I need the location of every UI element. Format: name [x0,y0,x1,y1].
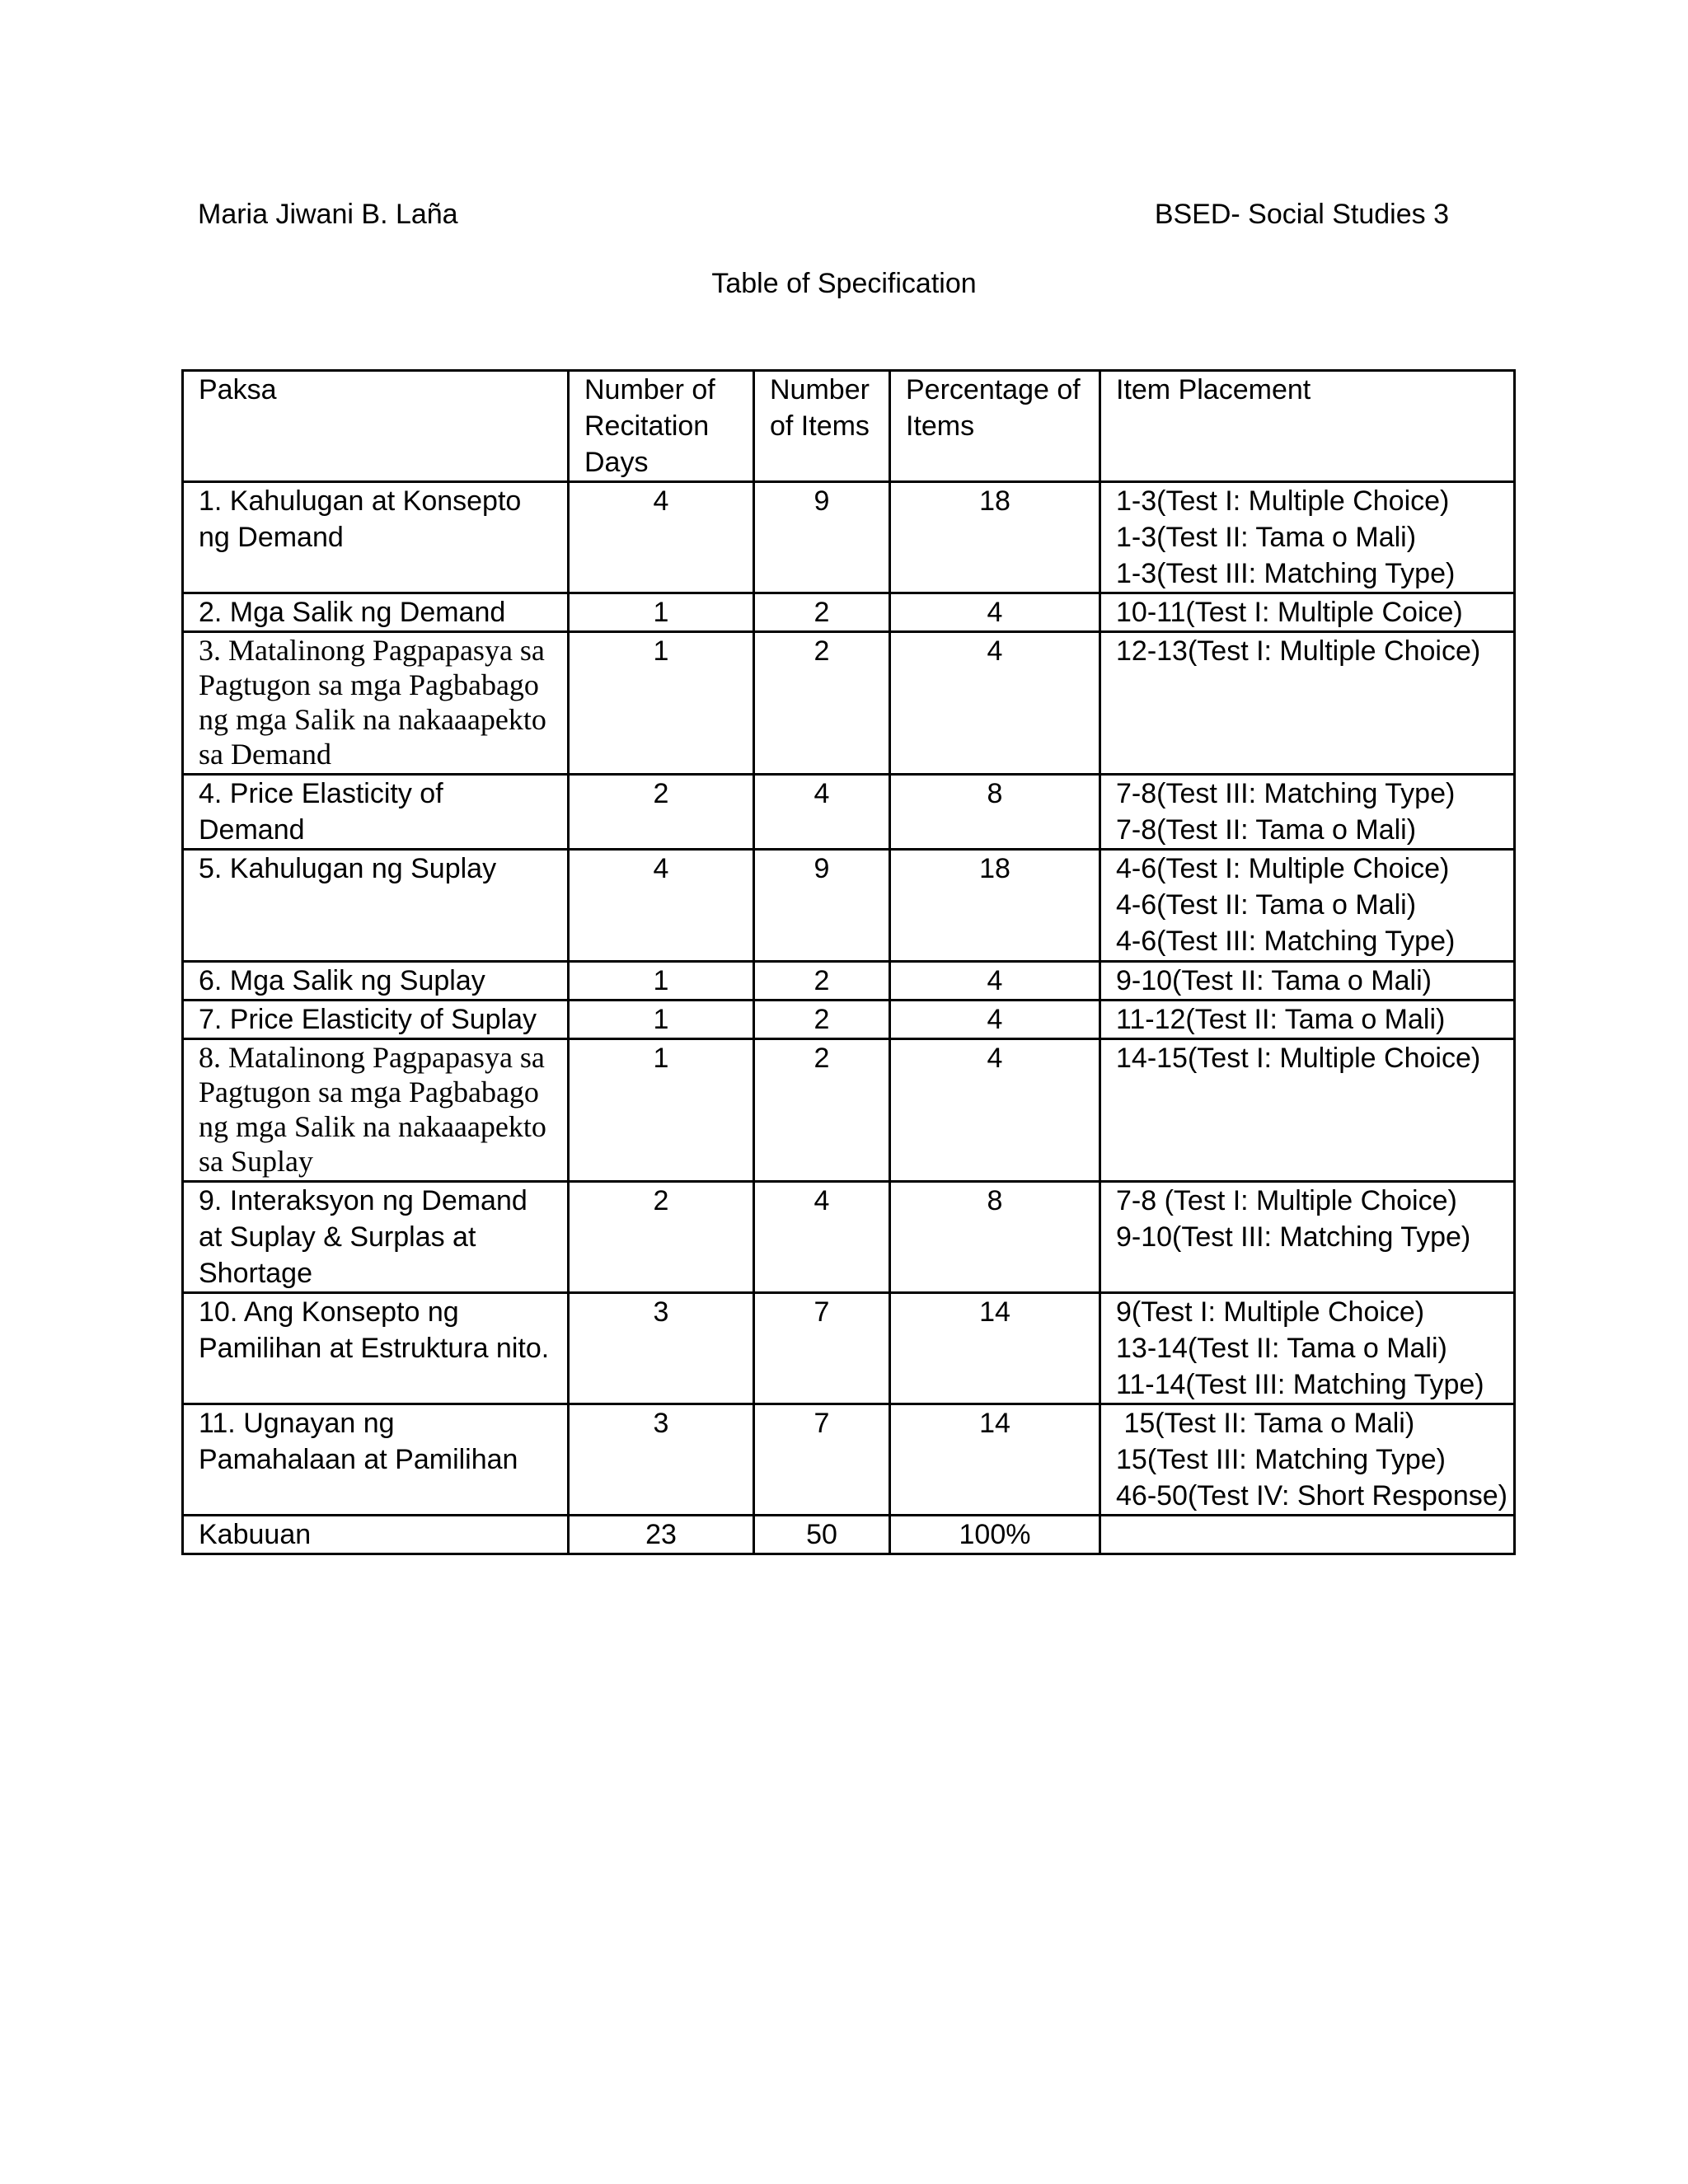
percent-cell: 4 [890,1001,1100,1039]
placement-line: 46-50(Test IV: Short Response) [1116,1480,1507,1511]
placement-line: 7-8 (Test I: Multiple Choice) [1116,1185,1457,1216]
placement-line: 4-6(Test II: Tama o Mali) [1116,889,1417,921]
placement-cell [1100,962,1515,1001]
topic-cell: 9. Interaksyon ng Demand at Suplay & Surplas at Shortage [183,1182,569,1293]
course-label: BSED- Social Studies 3 [1154,199,1449,230]
days-cell: 1 [569,962,754,1001]
days-cell: 2 [569,1182,754,1293]
topic-cell: 10. Ang Konsepto ng Pamilihan at Estruktura nito. [183,1293,569,1404]
days-cell: 1 [569,1039,754,1182]
document-title: Table of Specification [711,268,977,299]
percent-cell: 18 [890,482,1100,593]
placement-line: 11-12(Test II: Tama o Mali) [1116,1004,1446,1035]
table-row [183,962,1515,1001]
table-header-row [183,371,1515,482]
total-label: Kabuuan [183,1516,569,1554]
total-percent: 100% [890,1516,1100,1554]
total-row [183,1516,1515,1554]
column-header-number-of-items: Number of Items [754,371,890,482]
placement-line: 11-14(Test III: Matching Type) [1116,1369,1484,1400]
placement-cell [1100,1404,1515,1516]
placement-cell [1100,1293,1515,1404]
topic-cell: 2. Mga Salik ng Demand [183,593,569,632]
placement-cell [1100,850,1515,962]
topic-cell: 1. Kahulugan at Konsepto ng Demand [183,482,569,593]
placement-line: 10-11(Test I: Multiple Coice) [1116,597,1463,628]
days-cell: 4 [569,482,754,593]
column-header-topic: Paksa [183,371,569,482]
percent-cell: 18 [890,850,1100,962]
placement-cell [1100,1001,1515,1039]
topic-cell: 5. Kahulugan ng Suplay [183,850,569,962]
table-row [183,1404,1515,1516]
placement-cell [1100,1182,1515,1293]
topic-cell: 3. Matalinong Pagpapasya sa Pagtugon sa mga Pagbabago ng mga Salik na nakaaapekto sa Demand [183,632,569,775]
placement-line: 4-6(Test I: Multiple Choice) [1116,853,1450,884]
placement-line: 12-13(Test I: Multiple Choice) [1116,635,1481,667]
items-cell: 2 [754,962,890,1001]
table-row [183,1039,1515,1182]
items-cell: 9 [754,850,890,962]
table-row [183,1001,1515,1039]
total-items: 50 [754,1516,890,1554]
days-cell: 3 [569,1404,754,1516]
placement-cell [1100,482,1515,593]
placement-line: 1-3(Test III: Matching Type) [1116,558,1456,589]
topic-cell: 8. Matalinong Pagpapasya sa Pagtugon sa mga Pagbabago ng mga Salik na nakaaapekto sa Suplay [183,1039,569,1182]
items-cell: 4 [754,1182,890,1293]
table-row [183,593,1515,632]
placement-cell [1100,632,1515,775]
percent-cell: 8 [890,1182,1100,1293]
percent-cell: 14 [890,1293,1100,1404]
placement-line: 9-10(Test III: Matching Type) [1116,1221,1471,1253]
topic-cell: 6. Mga Salik ng Suplay [183,962,569,1001]
placement-line: 4-6(Test III: Matching Type) [1116,926,1456,957]
placement-line: 15(Test II: Tama o Mali) [1116,1408,1415,1439]
items-cell: 2 [754,1039,890,1182]
placement-line: 1-3(Test II: Tama o Mali) [1116,522,1417,553]
days-cell: 2 [569,775,754,850]
items-cell: 7 [754,1293,890,1404]
percent-cell: 14 [890,1404,1100,1516]
specification-table [181,369,1516,1555]
percent-cell: 4 [890,1039,1100,1182]
placement-line: 13-14(Test II: Tama o Mali) [1116,1333,1447,1364]
table-row [183,850,1515,962]
table-row [183,632,1515,775]
placement-line: 7-8(Test II: Tama o Mali) [1116,814,1417,846]
items-cell: 2 [754,593,890,632]
table-row [183,1182,1515,1293]
placement-cell [1100,593,1515,632]
days-cell: 3 [569,1293,754,1404]
placement-cell [1100,1039,1515,1182]
table-row [183,775,1515,850]
percent-cell: 4 [890,593,1100,632]
placement-cell [1100,775,1515,850]
placement-line: 9-10(Test II: Tama o Mali) [1116,965,1432,996]
placement-line: 14-15(Test I: Multiple Choice) [1116,1043,1481,1074]
topic-cell: 11. Ugnayan ng Pamahalaan at Pamilihan [183,1404,569,1516]
column-header-item-placement: Item Placement [1100,371,1515,482]
topic-cell: 7. Price Elasticity of Suplay [183,1001,569,1039]
placement-line: 9(Test I: Multiple Choice) [1116,1296,1425,1328]
total-placement [1100,1516,1515,1554]
placement-line: 15(Test III: Matching Type) [1116,1444,1446,1475]
days-cell: 4 [569,850,754,962]
topic-cell: 4. Price Elasticity of Demand [183,775,569,850]
days-cell: 1 [569,593,754,632]
items-cell: 4 [754,775,890,850]
author-name: Maria Jiwani B. Laña [198,199,458,230]
percent-cell: 8 [890,775,1100,850]
percent-cell: 4 [890,632,1100,775]
placement-line: 7-8(Test III: Matching Type) [1116,778,1456,809]
items-cell: 2 [754,632,890,775]
table-row [183,1293,1515,1404]
percent-cell: 4 [890,962,1100,1001]
column-header-recitation-days: Number of Recitation Days [569,371,754,482]
items-cell: 2 [754,1001,890,1039]
days-cell: 1 [569,1001,754,1039]
placement-line: 1-3(Test I: Multiple Choice) [1116,485,1450,517]
column-header-percentage: Percentage of Items [890,371,1100,482]
items-cell: 9 [754,482,890,593]
days-cell: 1 [569,632,754,775]
items-cell: 7 [754,1404,890,1516]
total-days: 23 [569,1516,754,1554]
table-row [183,482,1515,593]
